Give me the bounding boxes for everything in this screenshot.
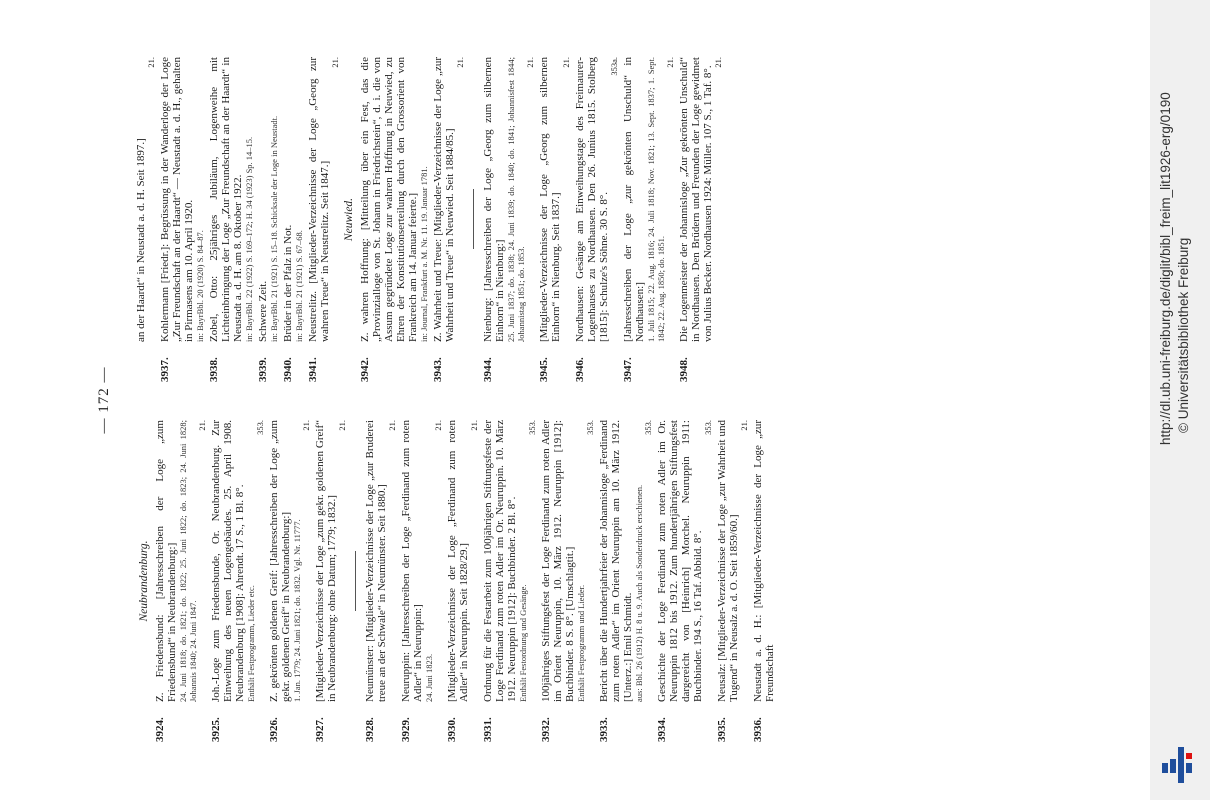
entry-number: 3940. — [282, 357, 294, 382]
entry-text: Brüder in der Pfalz in Not. — [282, 224, 294, 342]
entry-text: Z. Friedensbund: [Jahresschreiben der Loge „zum Friedensbund“ in Neubrandenburg:] — [154, 420, 178, 702]
bibliography-entry — [154, 420, 207, 742]
entry-number: 3936. — [752, 717, 764, 742]
entry-library-code: 21. — [337, 420, 347, 431]
entry-text: Joh.-Loge zum Friedensbunde, Or. Neubrandenburg. Zur Einweihung des neuen Logengebäudes. 25. April 1908. Neubrandenburg [1908]: Ahrendt. 17 S., 1 Bl. 8°. — [210, 420, 246, 702]
entry-body — [314, 420, 347, 702]
entry-text: Z. gekrönten goldenen Greif: [Jahresschreiben der Loge „zum gekr. goldenen Greif“ in Neubrandenburg:] — [268, 420, 292, 702]
entry-body — [268, 420, 311, 702]
bibliography-entry — [716, 420, 749, 742]
entry-note: in: BayrBbl. 20 (1920) S. 84–87. — [195, 230, 205, 342]
entry-body — [210, 420, 265, 702]
entry-text: [Mitglieder-Verzeichnisse der Loge „Georg zum silbernen Einhorn“ in Nienburg. Seit 1837.] — [538, 57, 562, 342]
entry-library-code: 21. — [455, 57, 465, 68]
entry-library-code: 21. — [197, 420, 207, 431]
entry-text: Neustadt a. d. H.: [Mitglieder-Verzeichnisse der Loge „zur Freundschaft — [752, 420, 776, 702]
entry-number: 3948. — [678, 357, 690, 382]
entry-library-code: 21. — [330, 57, 340, 68]
entry-body — [598, 420, 653, 702]
bibliography-entry — [364, 420, 397, 742]
entry-body — [446, 420, 479, 702]
bibliography-entry — [159, 57, 205, 382]
entry-note: Enthält Festprogramm, Lieder etc. — [246, 585, 256, 702]
entry-text: Schwere Zeit. — [257, 280, 269, 342]
entry-body — [432, 57, 465, 342]
bibliography-entry — [359, 57, 429, 382]
left-column — [135, 420, 779, 742]
bibliography-entry — [540, 420, 595, 742]
entry-body — [540, 420, 595, 702]
page-number: — 172 — — [96, 366, 112, 434]
entry-number: 3935. — [716, 717, 728, 742]
entry-library-code: 21. — [387, 420, 397, 431]
section-title: Neuwied. — [343, 197, 355, 242]
entry-text: 100jähriges Stiftungsfest der Loge Ferdinand zum roten Adler im Orient Neuruppin, 10. März 1912. Neuruppin [1912]: Buchbinder. 8 S. 8°. [Umschlagtit.] — [540, 420, 576, 702]
entry-number: 3926. — [268, 717, 280, 742]
bibliography-entry — [482, 420, 537, 742]
right-column — [135, 57, 726, 382]
bibliography-entry — [482, 57, 535, 382]
entry-library-code: 353. — [527, 420, 537, 435]
entry-library-code: 353. — [703, 420, 713, 435]
entry-number: 3928. — [364, 717, 376, 742]
entry-number: 3934. — [656, 717, 668, 742]
source-url[interactable]: http://dl.ub.uni-freiburg.de/diglit/bibl_freim_lit1926-erg/0190 — [1158, 92, 1173, 445]
entry-text: Die Logenmeister der Johannisloge „Zur gekrönten Unschuld“ in Nordhausen. Den Brüdern und Freunden der Loge gewidmet von Julius Becker. Nordhausen 1924: Müller. 107 S., 1 Taf. 8°. — [678, 57, 714, 342]
entry-body — [135, 57, 156, 342]
entry-library-code: 21. — [469, 420, 479, 431]
entry-number: 3927. — [314, 717, 326, 742]
entry-number: 3933. — [598, 717, 610, 742]
bibliography-entry — [282, 57, 304, 382]
entry-library-code: 21. — [561, 57, 571, 68]
entry-body — [208, 57, 254, 342]
bibliography-entry — [752, 420, 776, 742]
entry-library-code: 21. — [713, 57, 723, 68]
entry-number: 3929. — [400, 717, 412, 742]
entry-note: 24. Juni 1823. — [424, 653, 434, 702]
bibliography-entry — [598, 420, 653, 742]
entry-number: 3947. — [622, 357, 634, 382]
bibliography-entry — [446, 420, 479, 742]
entry-note: in: BayrBbl. 21 (1921) S. 67–68. — [294, 230, 304, 342]
entry-library-code: 21. — [433, 420, 443, 431]
bibliography-entry — [678, 57, 723, 382]
ub-freiburg-logo-icon[interactable] — [1160, 745, 1200, 785]
bibliography-entry — [314, 420, 347, 742]
entry-note: 25. Juni 1837; do. 1838; 24. Juni 1839; do. 1840; do. 1841; Johannisfest 1844; Johannistag 1851; do. 1853. — [506, 57, 526, 342]
entry-number: 3924. — [154, 717, 166, 742]
entry-body — [364, 420, 397, 702]
bibliography-entry — [656, 420, 713, 742]
entry-library-code: 21. — [525, 57, 535, 68]
entry-note: 1. Juli 1815; 22. Aug. 1816; 24. Juli 1818; Nov. 1821; 13. Sept. 1837; 1. Sept. 1842; 22. Aug. 1850; do. 1851. — [646, 57, 666, 342]
bibliography-entry — [574, 57, 619, 382]
entry-body — [400, 420, 443, 702]
entry-text: Neumünster: [Mitglieder-Verzeichnisse der Loge „zur Bruderei treue an der Schwale“ in Neumünster. Seit 1880.] — [364, 420, 388, 702]
entry-body — [359, 57, 429, 342]
entry-text: [Mitglieder-Verzeichnisse der Loge „Ferdinand zum roten Adler“ in Neuruppin. Seit 1828/29.] — [446, 420, 470, 702]
bibliography-entry — [400, 420, 443, 742]
entry-number: 3944. — [482, 357, 494, 382]
entry-text: Neuruppin: [Jahresschreiben der Loge „Ferdinand zum roten Adler“ in Neuruppin:] — [400, 420, 424, 702]
entry-library-code: 21. — [301, 420, 311, 431]
entry-number: 3925. — [210, 717, 222, 742]
entry-number: 3930. — [446, 717, 458, 742]
entry-library-code: 21. — [146, 57, 156, 68]
entry-text: Geschichte der Loge Ferdinand zum roten Adler im Or. Neuruppin 1812 bis 1912. Zum hundertjährigen Stiftungsfest dargereicht von [Heinrich] Morchel. Neuruppin 1911: Buchbinder. 194 S., 16 Taf. Abbild. 8°. — [656, 420, 704, 702]
entry-number: 3931. — [482, 717, 494, 742]
entry-body — [482, 57, 535, 342]
entry-number: 3938. — [208, 357, 220, 382]
entry-note: in: Journal, Frankfurt a. M. Nr. 11. 19. Januar 1781. — [419, 166, 429, 342]
entry-number — [135, 342, 156, 382]
entry-text: an der Haardt“ in Neustadt a. d. H. Seit 1897.] — [135, 138, 147, 342]
entry-number: 3945. — [538, 357, 550, 382]
entry-text: Nienburg: [Jahresschreiben der Loge „Georg zum silbernen Einhorn“ in Nienburg:] — [482, 57, 506, 342]
entry-body — [538, 57, 571, 342]
section-title: Neubrandenburg. — [138, 540, 150, 622]
entry-body — [482, 420, 537, 702]
entry-text: Z. wahren Hoffnung: [Mitteilung über ein Fest, das die „Provinzialloge von St. Johann in Friedrichstein“, d. i. die von Assum gegründete Loge zur wahren Hoffnung in Neuwied, zu Ehren der Konstitutionserteilung durch den Grossorient von Frankreich am 14. Januar feierte.] — [359, 57, 419, 342]
entry-note: 1. Jan. 1779; 24. Juni 1821; do. 1832. Vgl. Nr. 11777. — [292, 519, 302, 702]
entry-text: Bericht über die Hundertjahrfeier der Johannisloge „Ferdinand zum roten Adler“ im Orient Neuruppin am 10. März 1912. [Unterz.:] Emil Schmidt. — [598, 420, 634, 702]
bibliography-entry — [307, 57, 340, 382]
entry-note: Enthält Festprogramm und Lieder. — [576, 584, 586, 702]
entry-text: Kohlermann [Friedr.]: Begrüssung in der Wanderloge der Loge „Zur Freundschaft an der Haardt“ — Neustadt a. d. H., gehalten in Pirmasens am 10. April 1920. — [159, 57, 195, 342]
sidebar — [1150, 0, 1210, 800]
entry-body — [159, 57, 205, 342]
entry-note: in: BayrBbl. 22 (1922) S. 169–172; H. 34 (1923) Sp. 14–15. — [244, 136, 254, 342]
entry-number: 3932. — [540, 717, 552, 742]
entry-text: Z. Wahrheit und Treue: [Mitglieder-Verzeichnisse der Loge „zur Wahrheit und Treue“ in Neuwied. Seit 1884/85.] — [432, 57, 456, 342]
bibliography-entry — [268, 420, 311, 742]
entry-library-code: 353. — [585, 420, 595, 435]
entry-library-code: 353. — [643, 420, 653, 435]
entry-body — [154, 420, 207, 702]
entry-note: Enthält Festordnung und Gesänge. — [518, 584, 528, 702]
entry-body — [656, 420, 713, 702]
entry-body — [307, 57, 340, 342]
entry-number: 3939. — [257, 357, 269, 382]
separator-line — [473, 190, 474, 250]
entry-text: [Jahresschreiben der Loge „zur gekrönten Unschuld“ in Nordhausen:] — [622, 57, 646, 342]
entry-text: Nordhausen: Gesänge am Einweihungstage des Freimaurer-Logenhauses zu Nordhausen. Den 26. Junius 1815. Stolberg [1815]: Schulze's Söhne. 30 S. 8°. — [574, 57, 610, 342]
bibliography-entry — [622, 57, 675, 382]
entry-note: 24. Juni 1818; do. 1821; do. 1822; 25. Juni 1822; do. 1823; 24. Juni 1828; Johannis 1840; 24. Juni 1847. — [178, 420, 198, 702]
entry-library-code: 21. — [739, 420, 749, 431]
separator-line — [355, 551, 356, 611]
entry-text: Neustrelitz. [Mitglieder-Verzeichnisse der Loge „Georg zur wahren Treue“ in Neustrelitz. Seit 1847.] — [307, 57, 331, 342]
copyright-notice: © Universitätsbibliothek Freiburg — [1176, 237, 1191, 433]
bibliography-entry — [257, 57, 279, 382]
bibliography-entry — [432, 57, 465, 382]
entry-body — [574, 57, 619, 342]
entry-library-code: 353a. — [609, 57, 619, 76]
entry-text: Neusalz: [Mitglieder-Verzeichnisse der Loge „zur Wahrheit und Tugend“ in Neusalz a. d. O. Seit 1859/60.] — [716, 420, 740, 702]
entry-body — [622, 57, 675, 342]
entry-note: aus: Bbl. 26 (1912) H. 8 u. 9. Auch als Sonderdruck erschienen. — [634, 484, 644, 702]
entry-text: Zobel, Otto: 25jähriges Jubiläum, Logenweihe mit Lichteinbringung der Loge „Zur Freundschaft an der Haardt“ in Neustadt a. d. H. am 8. Oktober 1922. — [208, 57, 244, 342]
entry-body — [257, 57, 279, 342]
entry-body — [752, 420, 776, 702]
entry-number: 3943. — [432, 357, 444, 382]
bibliography-entry — [208, 57, 254, 382]
bibliography-entry — [210, 420, 265, 742]
entry-number: 3942. — [359, 357, 371, 382]
bibliography-entry — [538, 57, 571, 382]
entry-library-code: 21. — [665, 57, 675, 68]
entry-number: 3946. — [574, 357, 586, 382]
entry-text: Ordnung für die Festarbeit zum 100jährigen Stiftungsfeste der Loge Ferdinand zum roten Adler im Or. Neuruppin. 10. März 1912. Neuruppin [1912]: Buchbinder. 2 Bl. 8°. — [482, 420, 518, 702]
entry-library-code: 353. — [255, 420, 265, 435]
entry-body — [716, 420, 749, 702]
entry-number: 3941. — [307, 357, 319, 382]
entry-number: 3937. — [159, 357, 171, 382]
entry-note: in: BayrBbl. 21 (1921) S. 15–18. Schicksale der Loge in Neustadt. — [269, 115, 279, 342]
entry-text: [Mitglieder-Verzeichnisse der Loge „zum gekr. goldenen Greif“ in Neubrandenburg: ohne Datum; 1779; 1832.] — [314, 420, 338, 702]
entry-body — [282, 57, 304, 342]
entry-body — [678, 57, 723, 342]
bibliography-entry — [135, 57, 156, 382]
